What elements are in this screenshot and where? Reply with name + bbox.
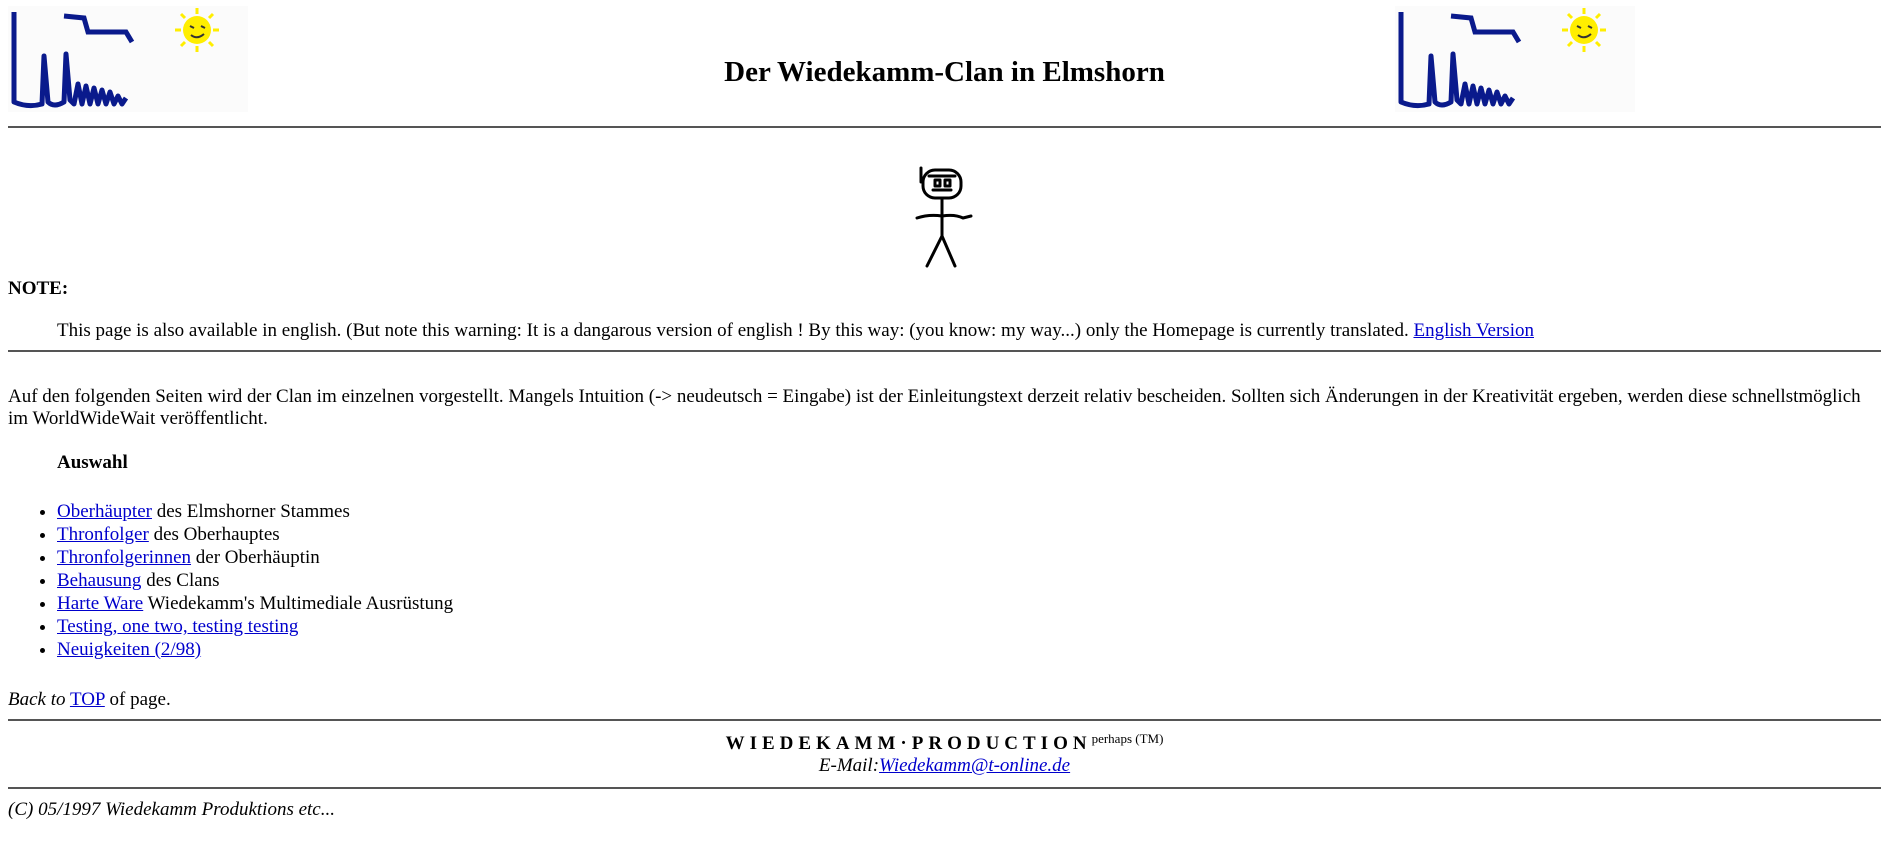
selection-list	[8, 500, 1881, 661]
oberhaeupter-link[interactable]: Oberhäupter	[57, 501, 152, 522]
list-item	[57, 546, 1881, 569]
divider	[8, 350, 1881, 352]
list-item	[57, 569, 1881, 592]
neuigkeiten-link[interactable]: Neuigkeiten (2/98)	[57, 639, 202, 660]
wiedekamm-logo-right	[1395, 6, 1635, 112]
thronfolger-link[interactable]: Thronfolger	[57, 524, 149, 545]
selection-heading: Auswahl	[57, 452, 128, 473]
stick-figure-area	[8, 128, 1881, 276]
list-item	[57, 523, 1881, 546]
production-title: WIEDEKAMM·PRODUCTION	[725, 733, 1092, 754]
back-prefix: Back to	[8, 689, 66, 710]
list-item	[57, 592, 1881, 615]
page	[8, 0, 1881, 821]
list-item-text: des Oberhauptes	[148, 524, 280, 545]
list-item-text: des Clans	[141, 570, 220, 591]
divider	[8, 787, 1881, 789]
list-item-text: des Elmshorner Stammes	[151, 501, 350, 522]
email-label: E-Mail:	[818, 755, 880, 776]
email-line	[8, 755, 1881, 777]
production-line	[8, 731, 1881, 755]
english-version-link[interactable]: English Version	[1413, 320, 1534, 341]
list-item	[57, 500, 1881, 523]
divider	[8, 719, 1881, 721]
copyright: (C) 05/1997 Wiedekamm Produktions etc...	[8, 799, 335, 820]
note-label: NOTE:	[8, 278, 69, 299]
top-link[interactable]: TOP	[69, 689, 105, 710]
list-item	[57, 638, 1881, 661]
harte-ware-link[interactable]: Harte Ware	[57, 593, 144, 614]
page-title: Der Wiedekamm-Clan in Elmshorn	[724, 56, 1165, 88]
behausung-link[interactable]: Behausung	[57, 570, 142, 591]
list-item-text: der Oberhäuptin	[191, 547, 320, 568]
intro-text: Auf den folgenden Seiten wird der Clan im einzelnen vorgestellt. Mangels Intuition (-> neudeutsch = Eingabe) ist der Einleitungstext derzeit relativ bescheiden. Sollten sich Änderungen in der Kreativität ergeben, werden diese schnellstmöglich im WorldWideWait veröffentlicht.	[8, 386, 1861, 429]
footer	[8, 731, 1881, 777]
thronfolgerinnen-link[interactable]: Thronfolgerinnen	[57, 547, 192, 568]
back-suffix: of page.	[104, 689, 171, 710]
trademark-note: perhaps (TM)	[1091, 731, 1164, 746]
back-to-top	[8, 689, 1881, 711]
list-item	[57, 615, 1881, 638]
testing-link[interactable]: Testing, one two, testing testing	[57, 616, 299, 637]
email-link[interactable]: Wiedekamm@t-online.de	[879, 755, 1071, 776]
header	[8, 0, 1881, 118]
list-item-text: Wiedekamm's Multimediale Ausrüstung	[143, 593, 454, 614]
note-body: This page is also available in english. (But note this warning: It is a dangarous version of english ! By this way: (you know: my way...) only the Homepage is currently translated.	[57, 320, 1414, 341]
stick-figure-icon	[905, 162, 985, 276]
note-text	[57, 320, 1881, 342]
